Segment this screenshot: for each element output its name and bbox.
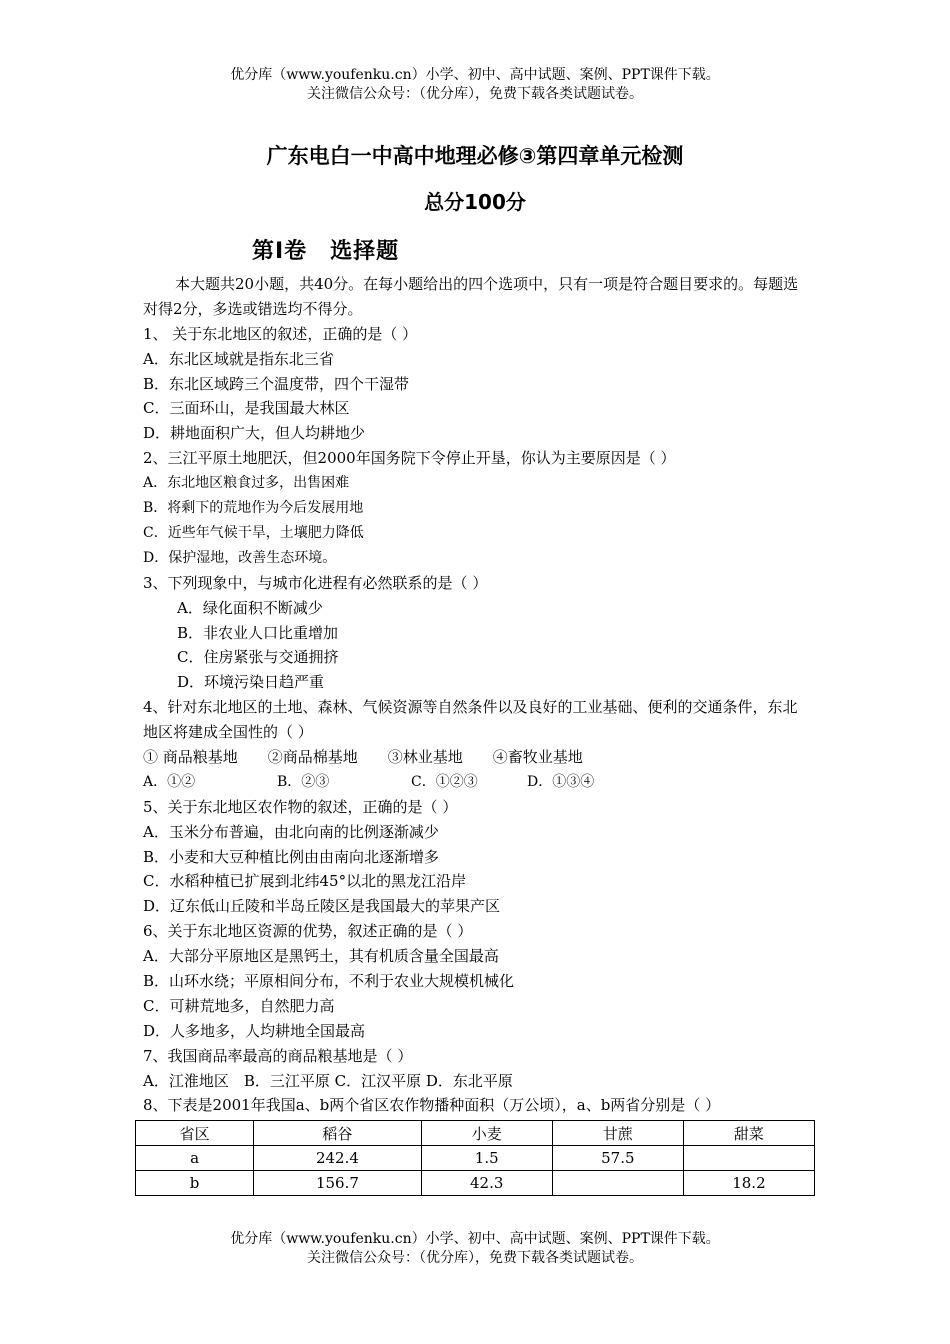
header-line-2: 关注微信公众号：（优分库），免费下载各类试题试卷。 (307, 86, 643, 102)
table-cell: 242.4 (254, 1146, 421, 1171)
question-1-stem: 1、 关于东北地区的叙述，正确的是（ ） (143, 324, 418, 343)
question-2-option-b: B．将剩下的荒地作为今后发展用地 (143, 500, 364, 517)
table-header: 省区 (136, 1121, 254, 1146)
question-5-stem: 5、关于东北地区农作物的叙述，正确的是（ ） (143, 797, 458, 816)
intro-paragraph: 本大题共20小题，共40分。在每小题给出的四个选项中，只有一项是符合题目要求的。每题选对得2分，多选或错选均不得分。 (143, 275, 799, 318)
table-cell: b (136, 1171, 254, 1196)
footer-line-1: 优分库（www.youfenku.cn）小学、初中、高中试题、案例、PPT课件下载。 (230, 1231, 720, 1247)
question-8-stem: 8、下表是2001年我国a、b两个省区农作物播种面积（万公顷），a、b两省分别是（ ） (143, 1096, 721, 1115)
table-row (136, 1171, 815, 1196)
question-2-option-a: A．东北地区粮食过多，出售困难 (143, 475, 350, 492)
question-5-option-b: B．小麦和大豆种植比例由由南向北逐渐增多 (143, 847, 440, 866)
question-1-option-c: C．三面环山，是我国最大林区 (143, 399, 350, 418)
table-cell (552, 1171, 683, 1196)
table-cell: 42.3 (421, 1171, 552, 1196)
question-5-option-a: A．玉米分布普遍，由北向南的比例逐渐减少 (143, 822, 439, 841)
table-cell: 1.5 (421, 1146, 552, 1171)
question-4-option-c: C．①②③ (411, 773, 478, 790)
table-header: 甜菜 (683, 1121, 814, 1146)
table-header: 稻谷 (254, 1121, 421, 1146)
question-5-option-d: D．辽东低山丘陵和半岛丘陵区是我国最大的苹果产区 (143, 897, 501, 916)
footer-line-2: 关注微信公众号：（优分库），免费下载各类试题试卷。 (307, 1250, 643, 1266)
section-title: 第Ⅰ卷 选择题 (252, 239, 400, 264)
page-footer (0, 1230, 950, 1268)
question-2-option-d: D．保护湿地，改善生态环境。 (143, 549, 337, 566)
table-cell: 18.2 (683, 1171, 814, 1196)
question-7-stem: 7、我国商品率最高的商品粮基地是（ ） (143, 1046, 413, 1065)
question-2-stem: 2、三江平原土地肥沃，但2000年国务院下令停止开垦，你认为主要原因是（ ） (143, 449, 676, 468)
question-3-option-a: A．绿化面积不断减少 (177, 598, 323, 617)
table-header: 小麦 (421, 1121, 552, 1146)
question-2-option-c: C．近些年气候干旱，土壤肥力降低 (143, 524, 364, 541)
question-6-stem: 6、关于东北地区资源的优势，叙述正确的是（ ） (143, 922, 473, 941)
question-1-option-d: D．耕地面积广大，但人均耕地少 (143, 424, 366, 443)
question-6-option-d: D．人多地多，人均耕地全国最高 (143, 1021, 366, 1040)
question-4-option-d: D．①③④ (527, 773, 595, 790)
table-row (136, 1146, 815, 1171)
question-1-option-a: A．东北区域就是指东北三省 (143, 349, 334, 368)
exam-title: 广东电白一中高中地理必修③第四章单元检测 (266, 144, 684, 168)
question-3-option-b: B．非农业人口比重增加 (177, 623, 339, 642)
question-body (143, 272, 811, 1118)
question-3-option-c: C．住房紧张与交通拥挤 (177, 648, 339, 667)
table-header-row (136, 1121, 815, 1146)
crop-area-table (135, 1120, 815, 1196)
question-4-option-a: A．①② (143, 773, 196, 790)
question-3-stem: 3、下列现象中，与城市化进程有必然联系的是（ ） (143, 573, 488, 592)
table-cell: 57.5 (552, 1146, 683, 1171)
page-header (0, 66, 950, 104)
question-6-option-c: C．可耕荒地多，自然肥力高 (143, 996, 335, 1015)
question-4-items: ① 商品粮基地 ②商品棉基地 ③林业基地 ④畜牧业基地 (143, 747, 583, 766)
table-header: 甘蔗 (552, 1121, 683, 1146)
question-7-options: A．江淮地区 B．三江平原 C．江汉平原 D．东北平原 (143, 1071, 513, 1090)
exam-subtitle: 总分100分 (424, 190, 526, 214)
question-6-option-b: B．山环水绕；平原相间分布，不利于农业大规模机械化 (143, 972, 515, 990)
question-1-option-b: B．东北区域跨三个温度带，四个干湿带 (143, 374, 410, 393)
question-4-options (143, 770, 811, 795)
table-cell (683, 1146, 814, 1171)
question-4-stem: 4、针对东北地区的土地、森林、气候资源等自然条件以及良好的工业基础、便利的交通条件，东北地区将建成全国性的（ ） (143, 698, 798, 742)
question-4-option-b: B．②③ (277, 773, 330, 790)
question-6-option-a: A．大部分平原地区是黑钙土，其有机质含量全国最高 (143, 947, 499, 966)
question-3-option-d: D．环境污染日趋严重 (177, 673, 325, 692)
question-5-option-c: C．水稻种植已扩展到北纬45°以北的黑龙江沿岸 (143, 872, 467, 891)
table-cell: 156.7 (254, 1171, 421, 1196)
table-cell: a (136, 1146, 254, 1171)
header-line-1: 优分库（www.youfenku.cn）小学、初中、高中试题、案例、PPT课件下载。 (230, 67, 720, 83)
